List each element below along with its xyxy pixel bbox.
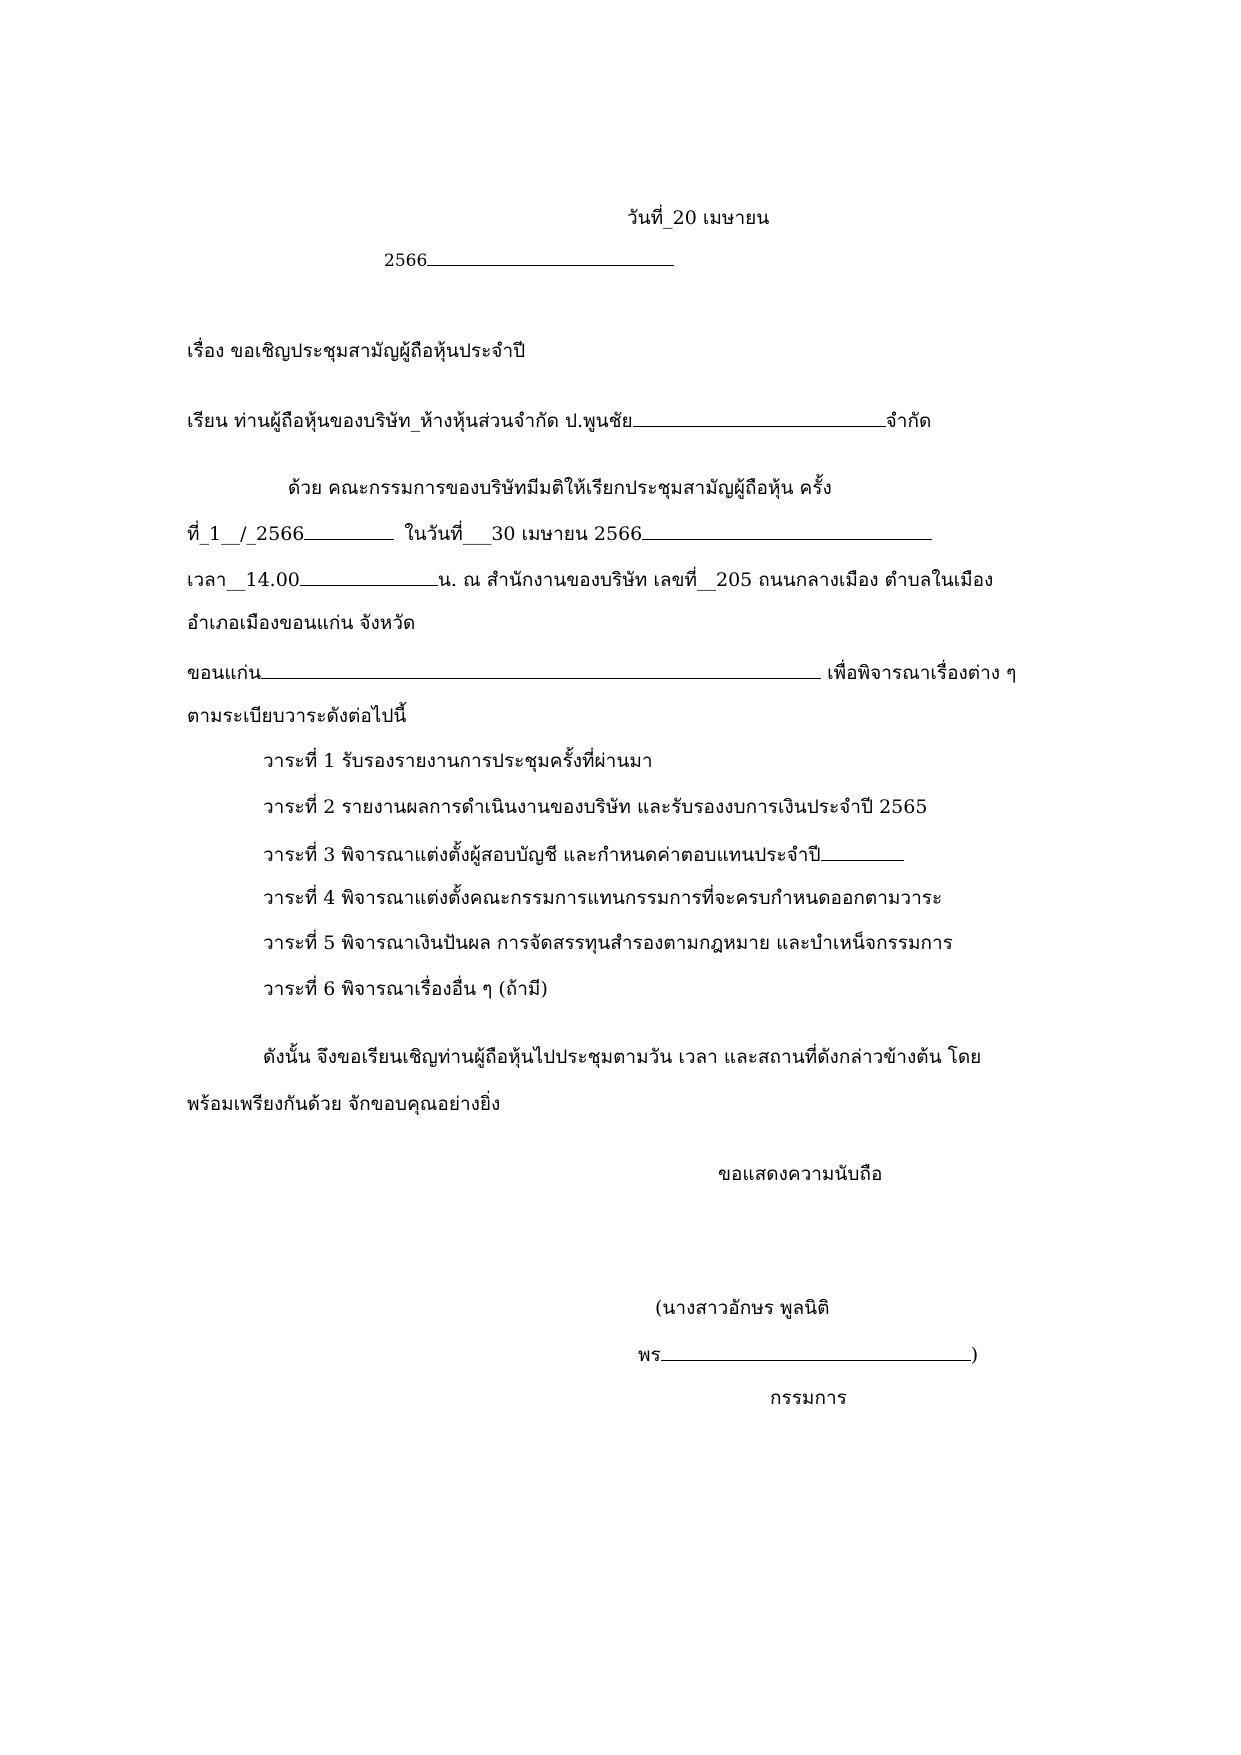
meeting-date: ในวันที่___30 เมษายน 2566 xyxy=(404,523,643,545)
closing-line-1 xyxy=(263,1043,981,1071)
agenda-item xyxy=(263,838,904,869)
agenda-item xyxy=(263,975,548,1003)
body-line-1 xyxy=(288,474,832,502)
agenda-text: วาระที่ 5 พิจารณาเงินปันผล การจัดสรรทุนสำรองตามกฎหมาย และบำเหน็จกรรมการ xyxy=(263,932,953,954)
body-text: อำเภอเมืองขอนแก่น จังหวัด xyxy=(187,612,416,634)
recipient xyxy=(187,404,931,435)
closing-text: พร้อมเพรียงกันด้วย จักขอบคุณอย่างยิ่ง xyxy=(187,1093,501,1115)
subject xyxy=(187,337,525,365)
signature-blank-line xyxy=(661,1338,971,1361)
recipient-prefix: เรียน ท่านผู้ถือหุ้นของบริษัท_ห้างหุ้นส่วนจำกัด ป.พูนชัย xyxy=(187,410,633,432)
agenda-text: วาระที่ 1 รับรองรายงานการประชุมครั้งที่ผ่านมา xyxy=(263,750,653,772)
agenda-text: วาระที่ 3 พิจารณาแต่งตั้งผู้สอบบัญชี และกำหนดค่าตอบแทนประจำปี xyxy=(263,844,821,866)
signer-title: กรรมการ xyxy=(770,1387,847,1409)
agenda-text: วาระที่ 6 พิจารณาเรื่องอื่น ๆ (ถ้ามี) xyxy=(263,978,548,1000)
agenda-text: วาระที่ 4 พิจารณาแต่งตั้งคณะกรรมการแทนกรรมการที่จะครบกำหนดออกตามวาระ xyxy=(263,887,943,909)
signer-name: (นางสาวอักษร พูลนิติ xyxy=(655,1297,830,1319)
closing-text: ดังนั้น จึงขอเรียนเชิญท่านผู้ถือหุ้นไปประชุมตามวัน เวลา และสถานที่ดังกล่าวข้างต้น โดย xyxy=(263,1046,982,1068)
blank-line xyxy=(304,517,394,540)
body-line-4 xyxy=(187,609,415,637)
blank-line xyxy=(261,656,821,679)
province: ขอนแก่น xyxy=(187,662,262,684)
meeting-number: ที่_1__/_2566 xyxy=(187,523,305,545)
date-text: วันที่_20 เมษายน xyxy=(627,207,770,229)
date-year-line xyxy=(384,243,674,275)
signoff xyxy=(718,1160,882,1188)
agenda-item xyxy=(263,747,653,775)
body-line-3 xyxy=(187,563,993,594)
agenda-item xyxy=(263,793,927,821)
closing-line-2 xyxy=(187,1090,500,1118)
agenda-item xyxy=(263,929,953,957)
agenda-text: วาระที่ 2 รายงานผลการดำเนินงานของบริษัท และรับรองงบการเงินประจำปี 2565 xyxy=(263,796,928,818)
body-line-2 xyxy=(187,517,932,548)
body-text: เพื่อพิจารณาเรื่องต่าง ๆ xyxy=(827,662,1017,684)
signature-name xyxy=(655,1294,829,1322)
blank-line xyxy=(821,838,904,861)
body-line-5 xyxy=(187,656,1016,687)
date-line xyxy=(627,204,769,232)
signature-title xyxy=(770,1384,847,1412)
body-text: ด้วย คณะกรรมการของบริษัทมีมติให้เรียกประชุมสามัญผู้ถือหุ้น ครั้ง xyxy=(288,477,832,499)
subject-text: เรื่อง ขอเชิญประชุมสามัญผู้ถือหุ้นประจำปี xyxy=(187,340,526,362)
date-year: 2566 xyxy=(384,251,428,271)
signer-name-continued: พร xyxy=(638,1344,661,1366)
meeting-place: น. ณ สำนักงานของบริษัท เลขที่__205 ถนนกลางเมือง ตำบลในเมือง xyxy=(437,569,994,591)
meeting-time: เวลา__14.00 xyxy=(187,569,300,591)
blank-line xyxy=(427,243,674,266)
close-paren: ) xyxy=(970,1344,979,1366)
blank-line xyxy=(642,517,932,540)
signature-name-2 xyxy=(638,1338,978,1369)
signoff-text: ขอแสดงความนับถือ xyxy=(718,1163,883,1185)
agenda-item xyxy=(263,884,942,912)
blank-line xyxy=(633,404,886,427)
body-text: ตามระเบียบวาระดังต่อไปนี้ xyxy=(187,705,407,727)
body-line-6 xyxy=(187,702,406,730)
blank-line xyxy=(300,563,438,586)
recipient-suffix: จำกัด xyxy=(885,410,932,432)
